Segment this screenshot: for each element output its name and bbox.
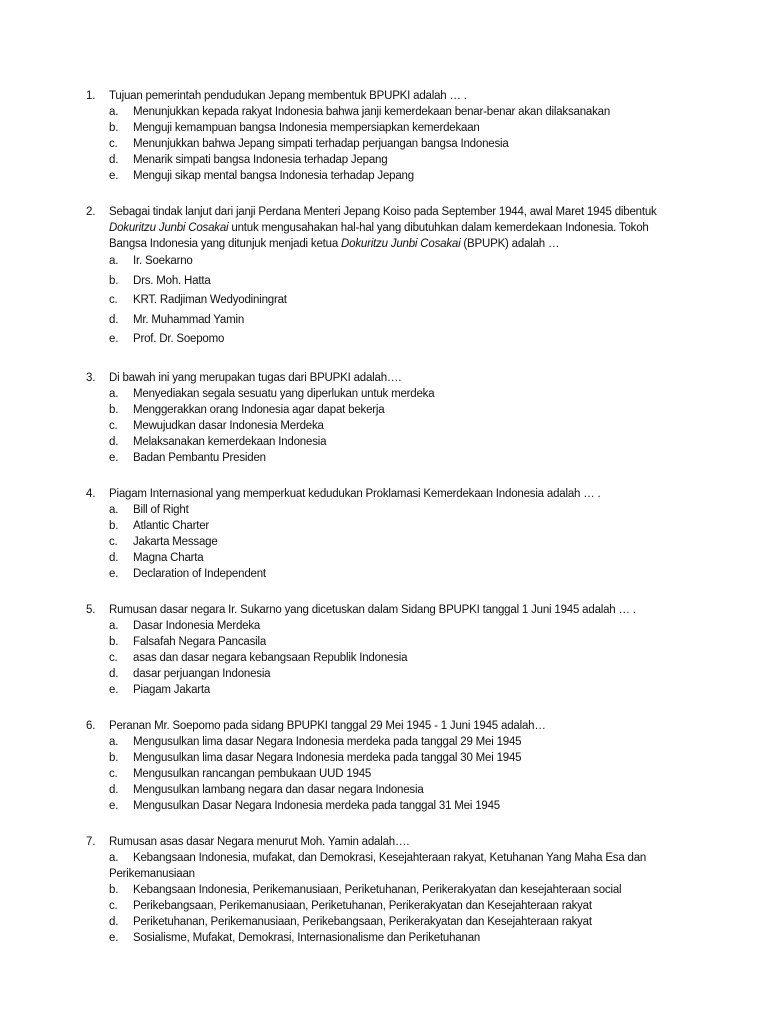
question-text [109,204,686,252]
option-a [109,386,686,402]
option-a [109,252,686,272]
option-label: a. [109,735,119,748]
option-text: Drs. Moh. Hatta [133,274,211,287]
question-text-part: untuk mengusahakan hal-hal yang dibutuhkan dalam kemerdekaan Indonesia. Tokoh Bangsa Indonesia yang ditunjuk menjadi ketua [109,222,649,250]
option-label: b. [109,751,119,764]
option-label: a. [109,106,119,118]
option-label: c. [109,419,118,432]
option-text: Piagam Jakarta [133,683,211,696]
question-number: 5. [86,603,96,616]
option-text: Jakarta Message [133,535,218,548]
option-label: c. [109,651,118,664]
option-e [109,330,686,350]
option-label: b. [109,519,119,532]
option-label: b. [109,403,119,416]
option-b [109,882,686,898]
option-text: dasar perjuangan Indonesia [133,667,271,680]
question-list [86,88,686,966]
option-b [109,518,686,534]
option-text: Mengusulkan lima dasar Negara Indonesia merdeka pada tanggal 30 Mei 1945 [133,751,522,764]
option-list [109,386,686,466]
option-d [109,311,686,331]
option-c [109,136,686,152]
question-number: 4. [86,487,96,500]
option-text: Bill of Right [133,503,189,516]
option-b [109,402,686,418]
option-c [109,291,686,311]
question-text: Piagam Internasional yang memperkuat kedudukan Proklamasi Kemerdekaan Indonesia adalah … . [109,487,601,500]
option-d [109,152,686,168]
option-label: e. [109,451,119,464]
option-text: Mengusulkan lima dasar Negara Indonesia merdeka pada tanggal 29 Mei 1945 [133,735,522,748]
option-label: c. [109,294,118,306]
question-number: 3. [86,371,96,384]
option-label: a. [109,619,119,632]
option-label: d. [109,154,119,166]
option-text: KRT. Radjiman Wedyodiningrat [133,294,287,306]
option-text: Menguji sikap mental bangsa Indonesia terhadap Jepang [133,170,414,182]
option-text: Falsafah Negara Pancasila [133,635,267,648]
option-label: a. [109,387,119,400]
option-label: e. [109,567,119,580]
option-d [109,914,686,930]
option-a [109,104,686,120]
option-b [109,272,686,292]
option-list [109,850,686,946]
option-text: Ir. Soekarno [133,255,193,267]
question-3 [86,370,686,466]
option-a [109,502,686,518]
option-d [109,550,686,566]
option-label: a. [109,851,119,864]
option-label: d. [109,435,119,448]
option-list [109,104,686,184]
option-label: c. [109,899,118,912]
option-text: asas dan dasar negara kebangsaan Republik Indonesia [133,651,408,664]
option-text: Badan Pembantu Presiden [133,451,266,464]
option-label: a. [109,255,119,267]
question-number: 2. [86,206,96,218]
option-a [109,850,686,882]
question-4 [86,486,686,582]
option-label: a. [109,503,119,516]
option-e [109,450,686,466]
question-5 [86,602,686,698]
option-label: e. [109,799,119,812]
question-text: Peranan Mr. Soepomo pada sidang BPUPKI tanggal 29 Mei 1945 - 1 Juni 1945 adalah… [109,719,546,732]
option-b [109,750,686,766]
option-label: c. [109,535,118,548]
question-6 [86,718,686,814]
question-7 [86,834,686,946]
option-text: Dasar Indonesia Merdeka [133,619,261,632]
option-label: b. [109,635,119,648]
option-list [109,502,686,582]
option-text: Prof. Dr. Soepomo [133,333,225,345]
option-label: d. [109,667,119,680]
option-text: Magna Charta [133,551,204,564]
option-label: d. [109,915,119,928]
option-list [109,618,686,698]
option-d [109,782,686,798]
option-text: Mengusulkan lambang negara dan dasar negara Indonesia [133,783,424,796]
option-text: Menunjukkan bahwa Jepang simpati terhadap perjuangan bangsa Indonesia [133,138,509,150]
option-text: Menyediakan segala sesuatu yang diperlukan untuk merdeka [133,387,435,400]
option-a [109,618,686,634]
option-d [109,434,686,450]
option-label: d. [109,783,119,796]
option-text: Declaration of Independent [133,567,266,580]
option-text: Kebangsaan Indonesia, mufakat, dan Demokrasi, Kesejahteraan rakyat, Ketuhanan Yang Maha Esa dan Perikemanusiaan [109,851,647,880]
option-list [109,734,686,814]
option-text: Menarik simpati bangsa Indonesia terhadap Jepang [133,154,388,166]
option-label: c. [109,138,118,150]
option-e [109,682,686,698]
question-text-italic: Dokuritzu Junbi Cosakai [341,238,461,250]
option-text: Menunjukkan kepada rakyat Indonesia bahwa janji kemerdekaan benar-benar akan dilaksanakan [133,106,611,118]
option-text: Menggerakkan orang Indonesia agar dapat bekerja [133,403,385,416]
option-d [109,666,686,682]
question-number: 7. [86,835,96,848]
option-text: Mengusulkan rancangan pembukaan UUD 1945 [133,767,372,780]
option-text: Menguji kemampuan bangsa Indonesia mempersiapkan kemerdekaan [133,122,480,134]
option-label: b. [109,274,119,287]
option-b [109,120,686,136]
option-label: b. [109,883,119,896]
question-text-italic: Dokuritzu Junbi Cosakai [109,222,229,234]
option-label: e. [109,683,119,696]
option-label: c. [109,767,118,780]
option-e [109,168,686,184]
question-2 [86,204,686,350]
question-number: 1. [86,90,96,102]
option-b [109,634,686,650]
option-text: Sosialisme, Mufakat, Demokrasi, Internasionalisme dan Periketuhanan [133,931,481,944]
option-text: Mengusulkan Dasar Negara Indonesia merdeka pada tanggal 31 Mei 1945 [133,799,500,812]
option-text: Perikebangsaan, Perikemanusiaan, Periketuhanan, Perikerakyatan dan Kesejahteraan rakyat [133,899,592,912]
question-text: Tujuan pemerintah pendudukan Jepang membentuk BPUPKI adalah … . [109,90,467,102]
option-text: Mewujudkan dasar Indonesia Merdeka [133,419,324,432]
option-label: d. [109,313,119,326]
option-text: Periketuhanan, Perikemanusiaan, Perikebangsaan, Perikerakyatan dan Kesejahteraan rakyat [133,915,592,928]
option-c [109,534,686,550]
option-a [109,734,686,750]
question-text: Di bawah ini yang merupakan tugas dari BPUPKI adalah…. [109,371,402,384]
question-1 [86,88,686,184]
option-label: e. [109,170,119,182]
question-text-part: (BPUPK) adalah … [460,238,560,250]
option-label: e. [109,931,119,944]
option-label: b. [109,122,119,134]
option-text: Melaksanakan kemerdekaan Indonesia [133,435,327,448]
option-e [109,930,686,946]
question-number: 6. [86,719,96,732]
option-c [109,418,686,434]
option-label: e. [109,333,119,345]
option-c [109,766,686,782]
question-text: Rumusan asas dasar Negara menurut Moh. Yamin adalah…. [109,835,410,848]
question-text-part: Sebagai tindak lanjut dari janji Perdana Menteri Jepang Koiso pada September 1944, awal Maret 1945 dibentuk [109,206,657,218]
option-text: Atlantic Charter [133,519,210,532]
option-list [109,252,686,350]
option-e [109,798,686,814]
question-text: Rumusan dasar negara Ir. Sukarno yang dicetuskan dalam Sidang BPUPKI tanggal 1 Juni 1945 adalah … . [109,603,636,616]
option-e [109,566,686,582]
option-text: Kebangsaan Indonesia, Perikemanusiaan, Periketuhanan, Perikerakyatan dan kesejahteraan social [133,883,622,896]
option-c [109,898,686,914]
option-text: Mr. Muhammad Yamin [133,313,245,326]
option-label: d. [109,551,119,564]
option-c [109,650,686,666]
